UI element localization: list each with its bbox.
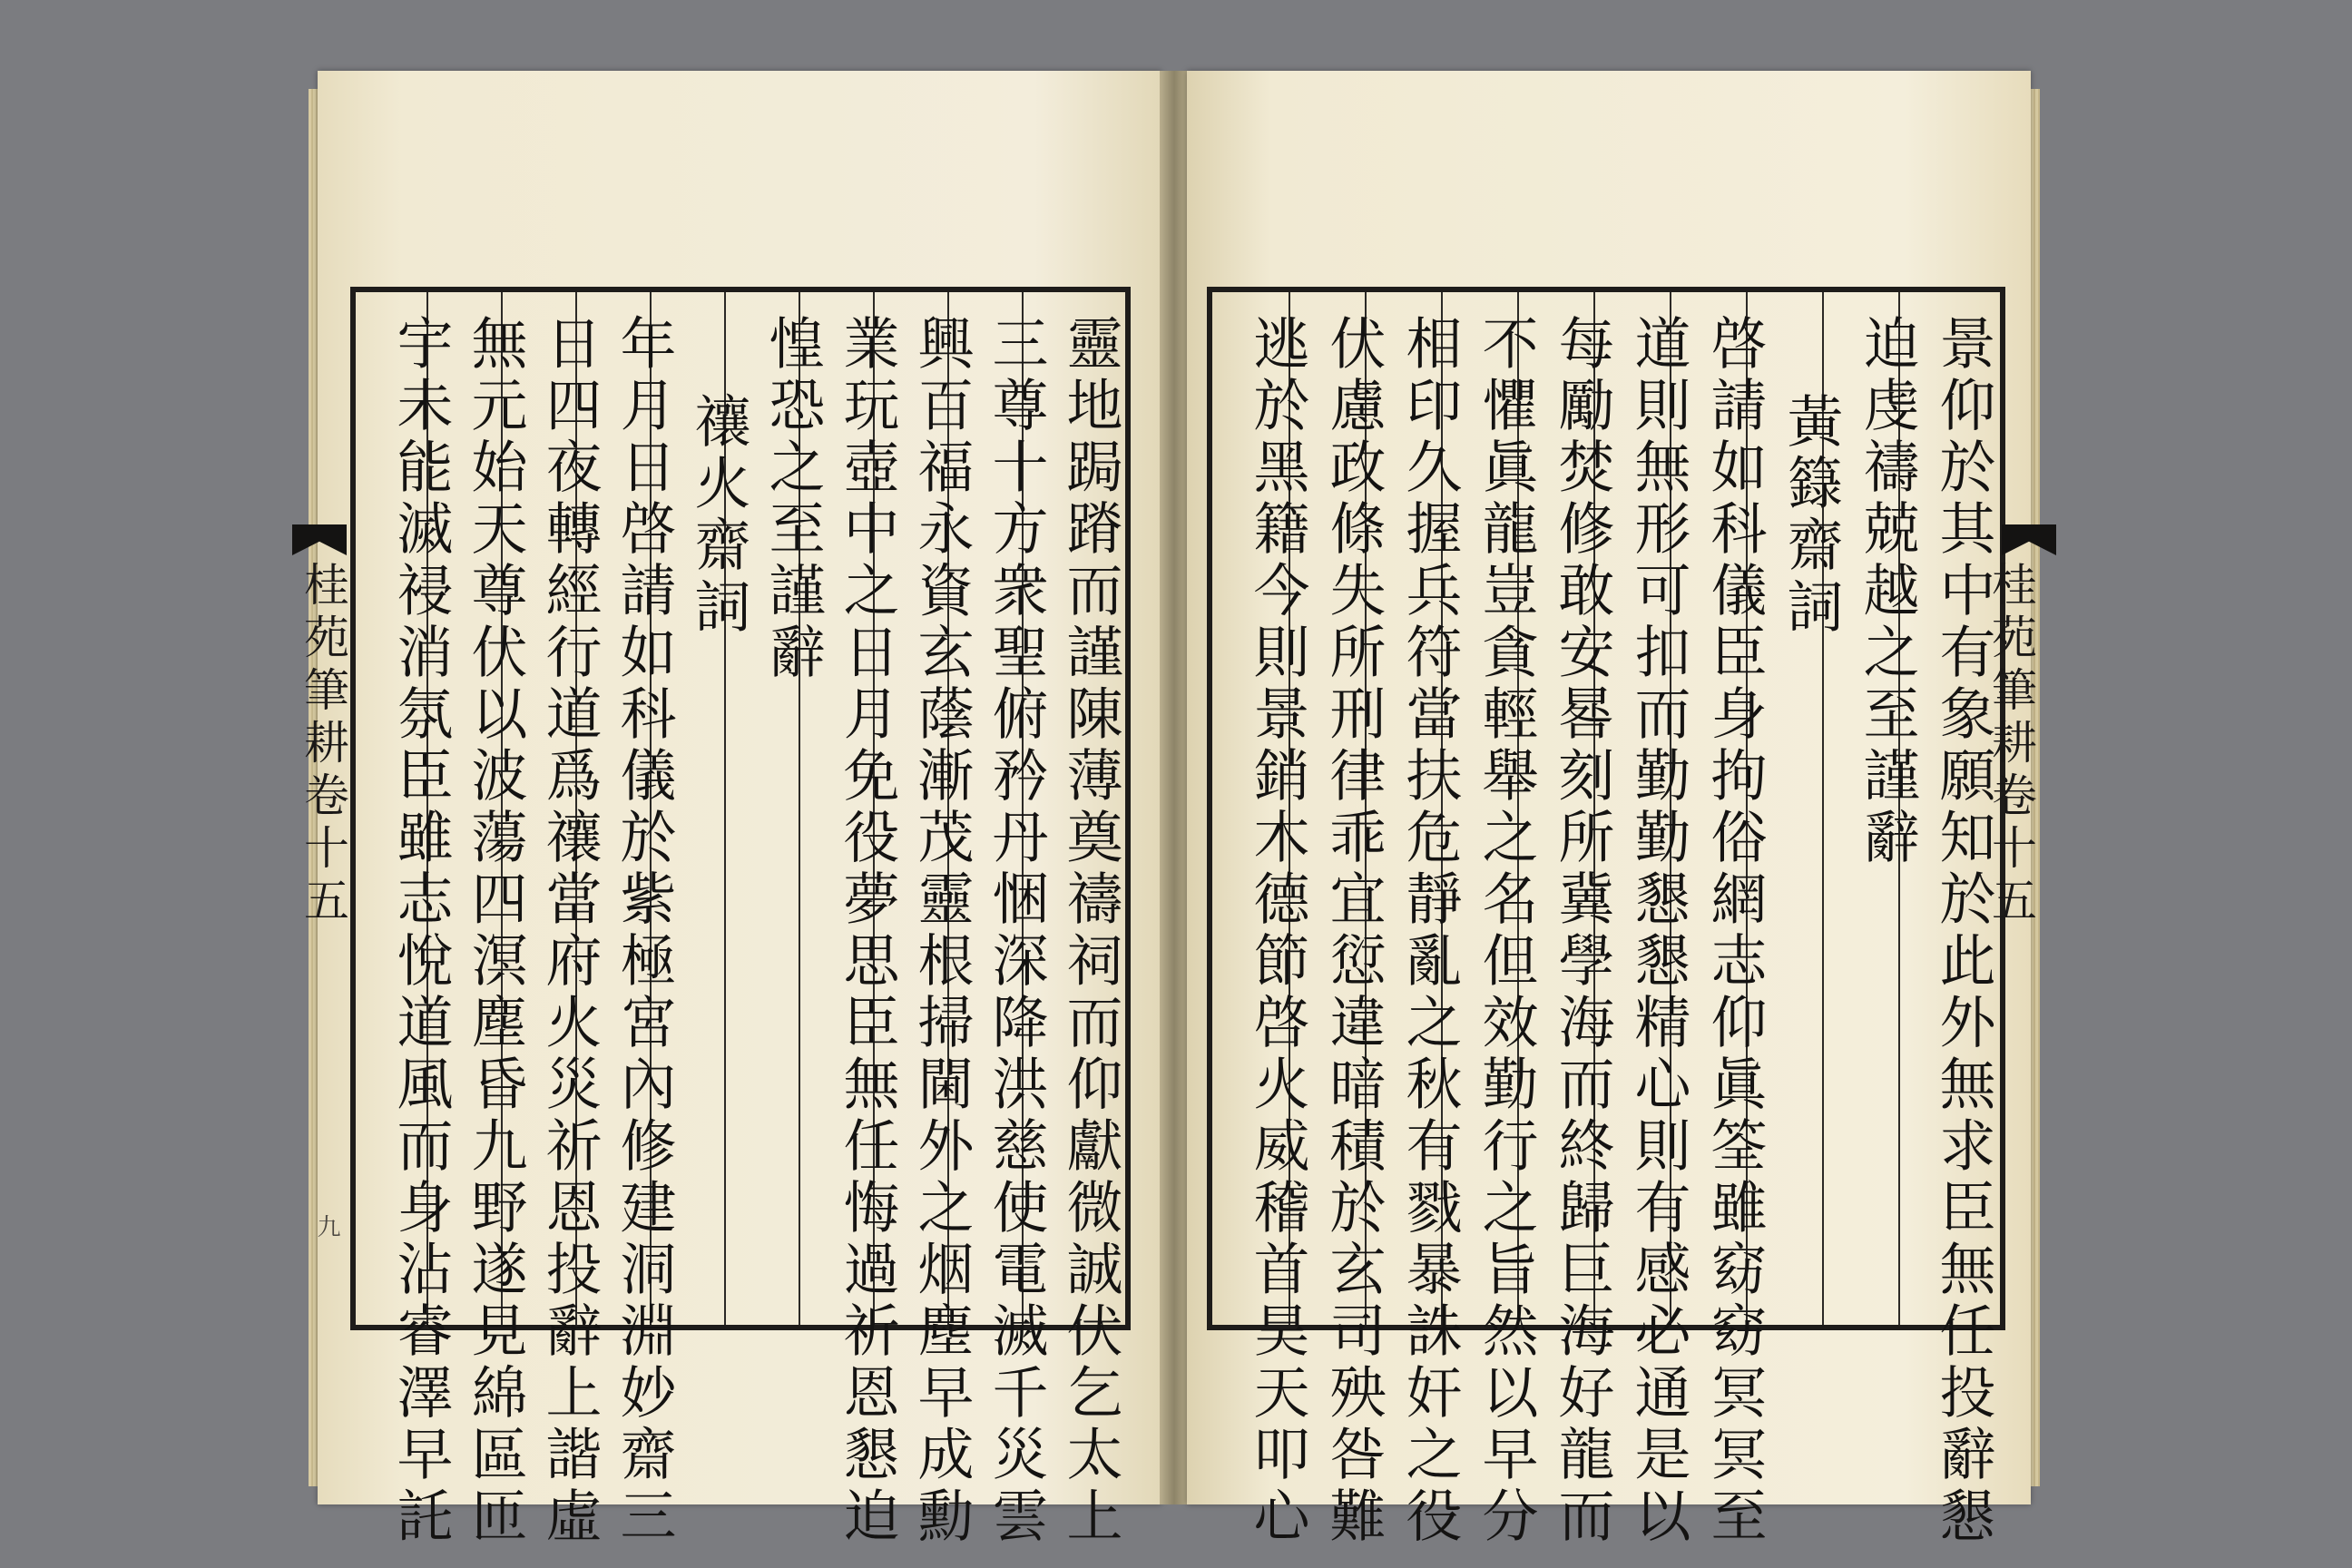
text-column: 迫虔禱兢越之至謹辭 (1854, 314, 1920, 869)
text-column: 三尊十方衆聖俯矜丹悃深降洪慈使電滅千災雲 (983, 314, 1049, 1548)
margin-title: 桂苑筆耕卷十五 (1984, 561, 2037, 929)
book-gutter (1160, 71, 1189, 1504)
text-column: 年月日啓請如科儀於紫極宮內修建洞淵妙齋三 (611, 314, 677, 1548)
open-book (297, 71, 2037, 1548)
text-column: 興百福永資玄蔭漸茂靈根掃閫外之烟塵早成勳 (908, 314, 975, 1548)
text-column: 無元始天尊伏以波蕩四溟塵昏九野遂見綿區匝 (462, 314, 528, 1548)
fish-tail-mark (292, 524, 347, 555)
page-number: 九 (313, 1214, 340, 1238)
text-column: 道則無形可扣而勤勤懇懇精心則有感必通是以 (1625, 314, 1691, 1548)
fish-tail-mark (2002, 524, 2056, 555)
section-heading: 禳火齋詞 (685, 392, 751, 639)
text-column: 日四夜轉經行道爲禳當府火災祈恩投辭上諧虛 (536, 314, 603, 1548)
text-column: 啓請如科儀臣身拘俗網志仰眞筌雖窈窈冥冥至 (1701, 314, 1768, 1548)
margin-title: 桂苑筆耕卷十五 (297, 561, 349, 929)
text-column: 業玩壺中之日月免役夢思臣無任悔過祈恩懇迫 (834, 314, 900, 1548)
text-column: 惶恐之至謹辭 (760, 314, 826, 684)
text-column: 宇未能滅祲消氛臣雖志悅道風而身沾睿澤早託 (387, 314, 454, 1548)
right-text-frame (1207, 287, 2005, 1548)
text-column: 逃於黑籍今則景銷木德節啓火威稽首昊天叩心 (1244, 314, 1310, 1548)
text-column: 相印久握兵符當扶危靜亂之秋有戮暴誅奸之役 (1396, 314, 1463, 1548)
right-page (1187, 71, 2037, 1548)
left-text-frame (350, 287, 1131, 1548)
text-column: 每勵焚修敢安晷刻所冀學海而終歸巨海好龍而 (1549, 314, 1615, 1548)
left-page (297, 71, 1161, 1548)
section-heading: 黃籙齋詞 (1778, 392, 1844, 639)
text-column: 靈地跼蹐而謹陳薄奠禱祠而仰獻微誠伏乞太上 (1057, 314, 1123, 1548)
text-column: 伏慮政條失所刑律乖宜愆違暗積於玄司殃咎難 (1320, 314, 1387, 1548)
text-column: 不懼眞龍豈貪輕舉之名但效勤行之旨然以早分 (1473, 314, 1539, 1548)
text-column: 景仰於其中有象願知於此外無求臣無任投辭懇 (1930, 314, 1996, 1548)
